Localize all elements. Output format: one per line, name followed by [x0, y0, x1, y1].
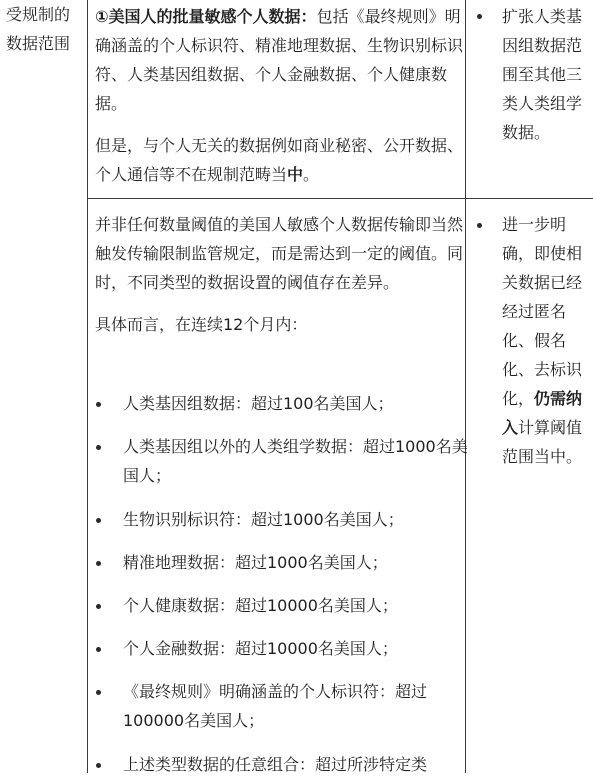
list-item: 上述类型数据的任意组合：超过所涉特定类 — [123, 755, 428, 774]
list-item: 生物识别标识符：超过1000名美国人； — [123, 510, 404, 529]
list-item: 精准地理数据：超过1000名美国人； — [123, 553, 388, 572]
row1-para2-a: 但是，与个人无关的数据例如商业秘密、公开数据、个人通信等不在规制范畴当 — [95, 136, 464, 184]
row1-side-cell — [502, 2, 593, 147]
row2-intro: 并非任何数量阈值的美国人敏感个人数据传输即当然触发传输限制监管规定，而是需达到一定的阈值。同时，不同类型的数据设置的阈值存在差异。 — [95, 215, 464, 292]
table-border-left-col2 — [87, 0, 88, 773]
bullet-dot — [96, 518, 101, 523]
list-item: 《最终规则》明确涵盖的个人标识符：超过100000名美国人； — [123, 682, 428, 730]
row-divider — [87, 198, 593, 199]
list-item: 人类基因组数据：超过100名美国人； — [123, 394, 394, 413]
row2-side-bullet — [477, 223, 482, 228]
row1-side-text: 扩张人类基因组数据范围至其他三类人类组学数据。 — [502, 7, 583, 142]
row1-main-cell — [95, 2, 467, 189]
row2-side-a: 进一步明确，即使相关数据已经经过匿名化、假名化、去标识化， — [502, 215, 583, 408]
row2-intro-cell — [95, 210, 467, 339]
row2-side-bold: 仍需纳入 — [502, 389, 583, 437]
row2-side-b: 计算阈值范围当中。 — [502, 418, 583, 466]
row2-side-text — [502, 210, 593, 471]
row2-side-cell — [502, 210, 593, 471]
list-item: 人类基因组以外的人类组学数据：超过1000名美国人； — [123, 437, 468, 485]
list-item: 个人健康数据：超过10000名美国人； — [123, 596, 398, 615]
row2-intro2: 具体而言，在连续12个月内： — [95, 315, 308, 334]
bullet-dot — [96, 690, 101, 695]
row-header-text: 受规制的数据范围 — [6, 5, 71, 53]
row-header-cell — [6, 0, 84, 58]
row1-para2-b: 中 — [287, 165, 304, 184]
row1-side-bullet — [477, 14, 482, 19]
bullet-dot — [96, 561, 101, 566]
bullet-dot — [96, 604, 101, 609]
bullet-dot — [96, 647, 101, 652]
row1-lead-bold: ①美国人的批量敏感个人数据： — [95, 7, 317, 26]
bullet-dot — [96, 402, 101, 407]
row1-para2 — [95, 131, 467, 189]
list-item: 个人金融数据：超过10000名美国人； — [123, 639, 398, 658]
row1-lead — [95, 2, 467, 118]
row1-para2-c: 。 — [303, 165, 320, 184]
row1-lead-rest: 包括《最终规则》明确涵盖的个人标识符、精准地理数据、生物识别标识符、人类基因组数据、个人金融数据、个人健康数据。 — [95, 7, 464, 113]
bullet-dot — [96, 763, 101, 768]
bullet-dot — [96, 445, 101, 450]
